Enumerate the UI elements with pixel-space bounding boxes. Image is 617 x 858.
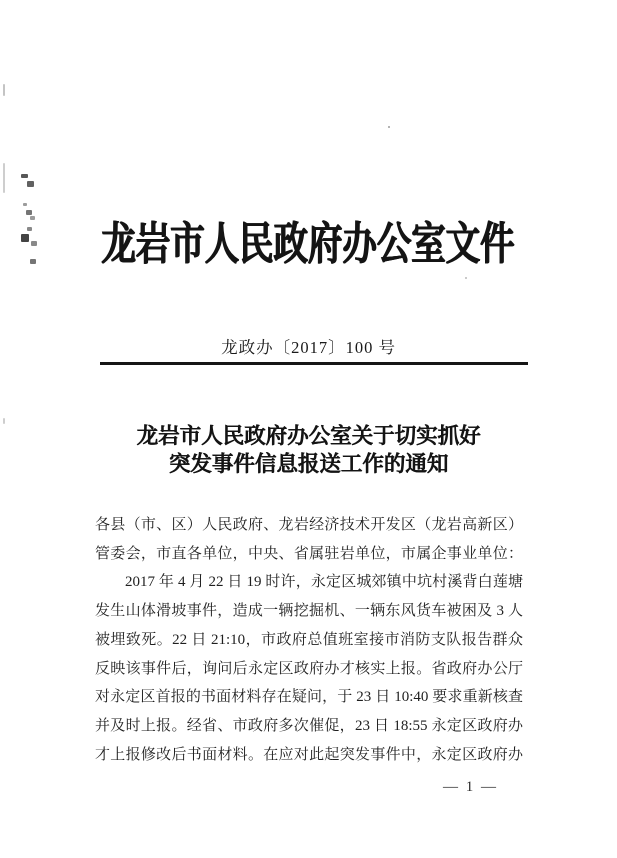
- header-divider-rule: [100, 362, 528, 365]
- scan-speck: [3, 163, 5, 193]
- scan-speck: [465, 277, 467, 279]
- body-line: 被埋致死。22 日 21:10，市政府总值班室接市消防支队报告群众: [95, 631, 523, 648]
- body-line: 各县（市、区）人民政府、龙岩经济技术开发区（龙岩高新区）: [95, 517, 523, 533]
- letterhead-banner-text: 龙岩市人民政府办公室文件: [101, 219, 516, 269]
- scan-speck: [27, 181, 34, 187]
- body-line: 2017 年 4 月 22 日 19 时许，永定区城郊镇中坑村溪背白莲塘: [125, 574, 523, 591]
- notice-title: [0, 422, 617, 478]
- body-line: 对永定区首报的书面材料存在疑问，于 23 日 10:40 要求重新核查: [95, 689, 523, 706]
- notice-title-line1: 龙岩市人民政府办公室关于切实抓好: [136, 424, 481, 448]
- body-line: 反映该事件后，询问后永定区政府办才核实上报。省政府办公厅: [95, 660, 523, 677]
- scan-speck: [21, 174, 28, 178]
- body-line: 发生山体滑坡事件，造成一辆挖掘机、一辆东风货车被困及 3 人: [95, 603, 523, 620]
- page-number: — 1 —: [443, 779, 498, 795]
- scan-speck: [26, 210, 32, 215]
- document-number: 龙政办〔2017〕100 号: [221, 338, 396, 357]
- notice-title-line2: 突发事件信息报送工作的通知: [168, 452, 449, 476]
- document-body: [95, 511, 523, 769]
- body-line: 才上报修改后书面材料。在应对此起突发事件中，永定区政府办: [95, 746, 523, 763]
- scan-speck: [388, 126, 390, 128]
- body-line: 管委会，市直各单位，中央、省属驻岩单位，市属企事业单位：: [95, 545, 523, 562]
- body-line: 并及时上报。经省、市政府多次催促，23 日 18:55 永定区政府办: [95, 717, 523, 734]
- scan-speck: [23, 203, 27, 206]
- scan-speck: [3, 84, 5, 96]
- letterhead-banner: [0, 216, 617, 272]
